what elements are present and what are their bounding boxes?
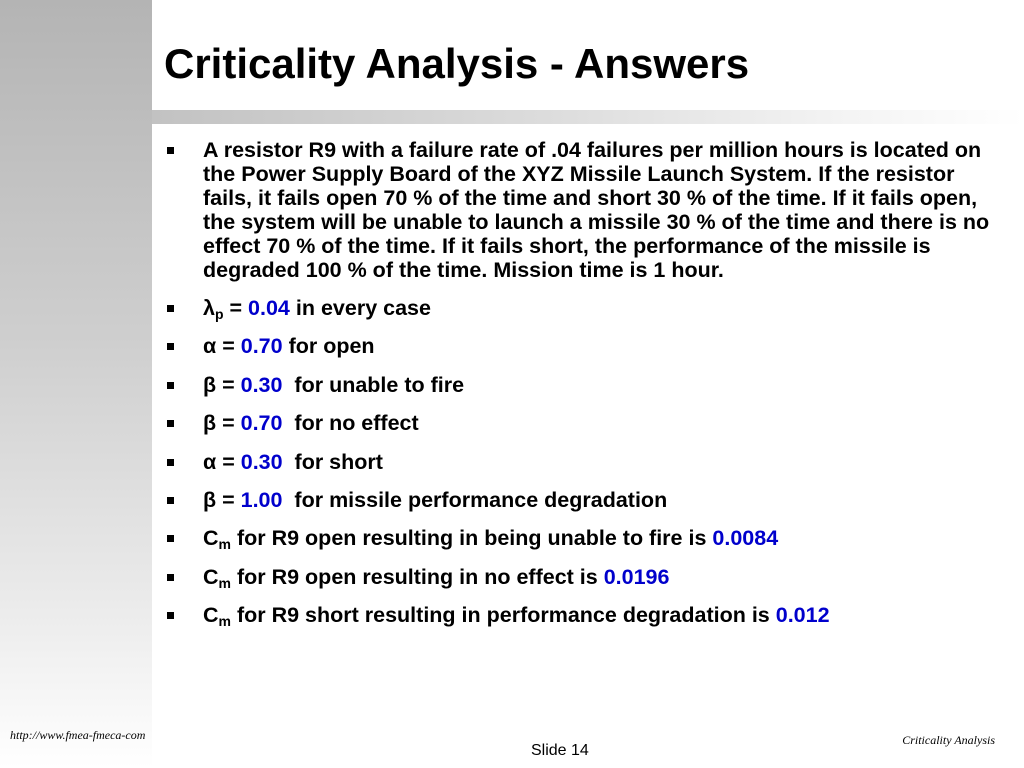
bullet-alpha-open: [164, 334, 994, 358]
lambda-value: 0.04: [248, 296, 290, 320]
cm-unable-symbol: C: [203, 526, 219, 551]
cm-noeffect-symbol: C: [203, 564, 219, 589]
bullet-cm-degradation: [164, 603, 994, 630]
beta-degradation-text: for missile performance degradation: [282, 487, 668, 512]
cm-degradation-symbol: C: [203, 603, 219, 628]
lambda-text: in every case: [289, 296, 431, 320]
alpha-open-value: 0.70: [240, 334, 283, 359]
cm-degradation-value: 0.012: [775, 603, 830, 628]
bullet-marker: [167, 612, 174, 619]
bullet-marker: [167, 497, 174, 504]
bullet-marker: [167, 382, 174, 389]
bullet-marker: [167, 535, 174, 542]
bullet-marker: [167, 420, 174, 427]
beta-noeffect-value: 0.70: [240, 411, 283, 436]
alpha-open-text: for open: [282, 334, 375, 359]
alpha-short-text: for short: [282, 449, 383, 474]
beta-unable-text: for unable to fire: [282, 372, 465, 397]
bullet-marker: [167, 574, 174, 581]
cm-noeffect-text: for R9 open resulting in no effect is: [230, 564, 604, 589]
bullet-intro: [164, 138, 994, 282]
slide-title: Criticality Analysis - Answers: [164, 40, 750, 87]
alpha-short-value: 0.30: [240, 449, 283, 474]
bullet-beta-noeffect: [164, 411, 994, 435]
cm-unable-subscript: m: [218, 536, 231, 553]
beta-degradation-value: 1.00: [240, 487, 283, 512]
intro-text: A resistor R9 with a failure rate of .04 failures per million hours is located on the Power Supply Board of the XYZ Missile Launch System. If the resistor fails, it fails open 70 % of the time and short 30 % of the time. If it fails open, the system will be unable to launch a missile 30 % of the time and there is no effect 70 % of the time. If it fails short, the performance of the missile is degraded 100 % of the time. Mission time is 1 hour.: [203, 138, 990, 282]
cm-noeffect-value: 0.0196: [603, 564, 670, 589]
bullet-list: [164, 138, 994, 642]
alpha-open-prefix: α =: [203, 334, 241, 359]
slide-number: Slide 14: [531, 742, 589, 759]
bullet-cm-noeffect: [164, 565, 994, 589]
beta-degradation-prefix: β =: [203, 487, 241, 512]
beta-unable-prefix: β =: [203, 372, 241, 397]
bullet-beta-degradation: [164, 488, 994, 512]
cm-degradation-text: for R9 short resulting in performance degradation is: [230, 603, 776, 628]
beta-noeffect-prefix: β =: [203, 411, 241, 436]
lambda-equals: =: [223, 296, 249, 320]
cm-noeffect-subscript: m: [218, 574, 231, 591]
bullet-beta-unable: [164, 373, 994, 397]
bullet-alpha-short: [164, 450, 994, 474]
bullet-marker: [167, 459, 174, 466]
beta-unable-value: 0.30: [240, 372, 283, 397]
left-decorative-band: [0, 0, 152, 768]
footer-title: Criticality Analysis: [902, 733, 995, 747]
footer-url: http://www.fmea-fmeca-com: [10, 728, 146, 742]
bullet-marker: [167, 147, 174, 154]
bullet-marker: [167, 343, 174, 350]
bullet-lambda: [164, 296, 994, 320]
lambda-subscript: p: [214, 306, 224, 322]
beta-noeffect-text: for no effect: [282, 411, 419, 436]
alpha-short-prefix: α =: [203, 449, 241, 474]
cm-unable-text: for R9 open resulting in being unable to fire is: [230, 526, 713, 551]
title-underline-gradient: [152, 110, 1024, 124]
lambda-symbol: λ: [203, 296, 215, 320]
cm-unable-value: 0.0084: [712, 526, 779, 551]
bullet-cm-unable: [164, 526, 994, 553]
bullet-marker: [167, 305, 174, 312]
cm-degradation-subscript: m: [218, 613, 231, 630]
